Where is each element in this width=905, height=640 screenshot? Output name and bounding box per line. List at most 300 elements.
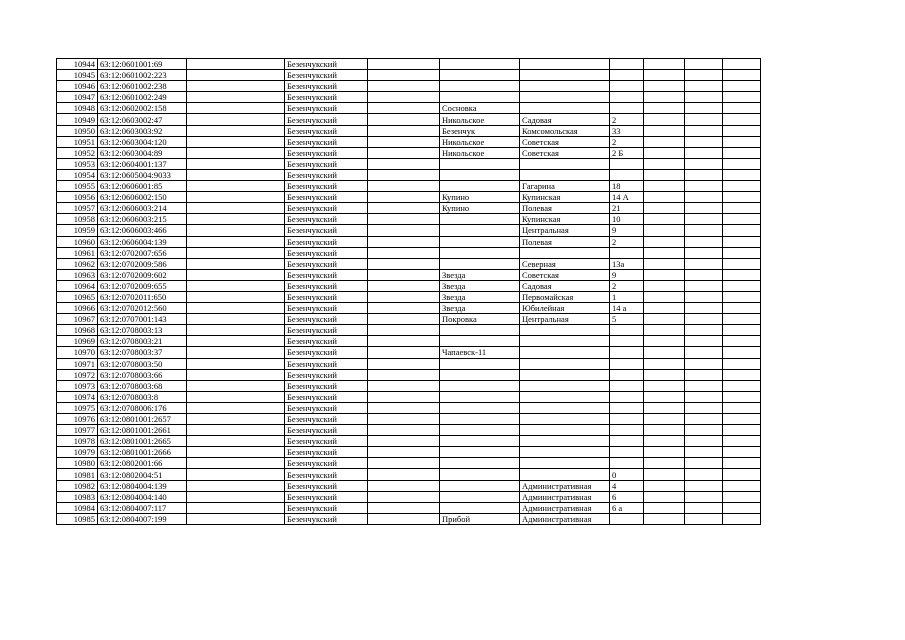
house-number-cell <box>610 169 644 180</box>
house-number-cell: 2 <box>610 114 644 125</box>
house-number-cell <box>610 103 644 114</box>
empty-cell <box>723 192 761 203</box>
table-row <box>57 380 761 391</box>
locality-cell <box>440 169 520 180</box>
locality-cell: Звезда <box>440 303 520 314</box>
row-number-cell: 10973 <box>57 380 98 391</box>
street-cell <box>520 325 610 336</box>
empty-cell <box>685 92 723 103</box>
empty-cell <box>368 81 440 92</box>
table-row <box>57 314 761 325</box>
locality-cell: Никольское <box>440 147 520 158</box>
district-cell: Безенчукский <box>285 502 368 513</box>
empty-cell <box>723 81 761 92</box>
locality-cell: Никольское <box>440 136 520 147</box>
empty-cell <box>368 236 440 247</box>
cadastral-number-cell: 63:12:0603004:120 <box>98 136 187 147</box>
empty-cell <box>368 380 440 391</box>
table-row <box>57 436 761 447</box>
row-number-cell: 10953 <box>57 158 98 169</box>
table-row <box>57 236 761 247</box>
cadastral-number-cell: 63:12:0707001:143 <box>98 314 187 325</box>
house-number-cell: 9 <box>610 225 644 236</box>
district-cell: Безенчукский <box>285 114 368 125</box>
row-number-cell: 10954 <box>57 169 98 180</box>
row-number-cell: 10961 <box>57 247 98 258</box>
street-cell <box>520 247 610 258</box>
records-table <box>56 58 761 525</box>
empty-cell <box>644 114 685 125</box>
house-number-cell <box>610 425 644 436</box>
empty-cell <box>644 92 685 103</box>
locality-cell <box>440 358 520 369</box>
locality-cell <box>440 380 520 391</box>
table-row <box>57 347 761 358</box>
cadastral-number-cell: 63:12:0601001:69 <box>98 59 187 70</box>
empty-cell <box>187 203 285 214</box>
cadastral-number-cell: 63:12:0602002:158 <box>98 103 187 114</box>
empty-cell <box>685 513 723 524</box>
district-cell: Безенчукский <box>285 247 368 258</box>
district-cell: Безенчукский <box>285 458 368 469</box>
empty-cell <box>644 203 685 214</box>
empty-cell <box>644 502 685 513</box>
empty-cell <box>723 247 761 258</box>
row-number-cell: 10956 <box>57 192 98 203</box>
empty-cell <box>187 502 285 513</box>
district-cell: Безенчукский <box>285 414 368 425</box>
table-row <box>57 158 761 169</box>
street-cell: Советская <box>520 147 610 158</box>
district-cell: Безенчукский <box>285 291 368 302</box>
empty-cell <box>187 291 285 302</box>
house-number-cell <box>610 358 644 369</box>
empty-cell <box>685 214 723 225</box>
district-cell: Безенчукский <box>285 203 368 214</box>
cadastral-number-cell: 63:12:0702012:560 <box>98 303 187 314</box>
empty-cell <box>644 214 685 225</box>
empty-cell <box>723 280 761 291</box>
cadastral-number-cell: 63:12:0603002:47 <box>98 114 187 125</box>
cadastral-number-cell: 63:12:0601002:223 <box>98 70 187 81</box>
locality-cell <box>440 414 520 425</box>
cadastral-number-cell: 63:12:0708003:50 <box>98 358 187 369</box>
street-cell: Купинская <box>520 214 610 225</box>
locality-cell: Никольское <box>440 114 520 125</box>
table-row <box>57 192 761 203</box>
table-row <box>57 280 761 291</box>
cadastral-number-cell: 63:12:0702007:656 <box>98 247 187 258</box>
empty-cell <box>685 81 723 92</box>
cadastral-number-cell: 63:12:0708003:21 <box>98 336 187 347</box>
cadastral-number-cell: 63:12:0702011:650 <box>98 291 187 302</box>
locality-cell: Сосновка <box>440 103 520 114</box>
empty-cell <box>644 225 685 236</box>
empty-cell <box>644 325 685 336</box>
house-number-cell <box>610 513 644 524</box>
cadastral-number-cell: 63:12:0804004:140 <box>98 491 187 502</box>
house-number-cell <box>610 92 644 103</box>
district-cell: Безенчукский <box>285 469 368 480</box>
row-number-cell: 10951 <box>57 136 98 147</box>
row-number-cell: 10974 <box>57 391 98 402</box>
empty-cell <box>644 70 685 81</box>
empty-cell <box>644 81 685 92</box>
empty-cell <box>644 391 685 402</box>
locality-cell: Прибой <box>440 513 520 524</box>
empty-cell <box>368 258 440 269</box>
district-cell: Безенчукский <box>285 280 368 291</box>
street-cell: Административная <box>520 502 610 513</box>
house-number-cell <box>610 70 644 81</box>
empty-cell <box>368 414 440 425</box>
empty-cell <box>644 158 685 169</box>
empty-cell <box>644 380 685 391</box>
table-row <box>57 391 761 402</box>
street-cell <box>520 425 610 436</box>
empty-cell <box>368 225 440 236</box>
street-cell: Центральная <box>520 225 610 236</box>
empty-cell <box>644 347 685 358</box>
district-cell: Безенчукский <box>285 147 368 158</box>
table-row <box>57 181 761 192</box>
empty-cell <box>644 247 685 258</box>
empty-cell <box>685 358 723 369</box>
table-row <box>57 402 761 413</box>
house-number-cell <box>610 325 644 336</box>
cadastral-number-cell: 63:12:0708003:37 <box>98 347 187 358</box>
house-number-cell <box>610 458 644 469</box>
house-number-cell <box>610 81 644 92</box>
empty-cell <box>685 147 723 158</box>
cadastral-number-cell: 63:12:0804007:199 <box>98 513 187 524</box>
empty-cell <box>723 59 761 70</box>
street-cell <box>520 402 610 413</box>
empty-cell <box>368 425 440 436</box>
table-row <box>57 114 761 125</box>
cadastral-number-cell: 63:12:0605004:9033 <box>98 169 187 180</box>
locality-cell <box>440 59 520 70</box>
empty-cell <box>644 236 685 247</box>
district-cell: Безенчукский <box>285 258 368 269</box>
empty-cell <box>644 480 685 491</box>
street-cell <box>520 380 610 391</box>
table-row <box>57 369 761 380</box>
locality-cell <box>440 81 520 92</box>
table-row <box>57 303 761 314</box>
empty-cell <box>187 258 285 269</box>
row-number-cell: 10980 <box>57 458 98 469</box>
empty-cell <box>723 147 761 158</box>
row-number-cell: 10950 <box>57 125 98 136</box>
street-cell <box>520 336 610 347</box>
cadastral-number-cell: 63:12:0801001:2666 <box>98 447 187 458</box>
empty-cell <box>368 369 440 380</box>
row-number-cell: 10949 <box>57 114 98 125</box>
row-number-cell: 10983 <box>57 491 98 502</box>
cadastral-number-cell: 63:12:0603004:89 <box>98 147 187 158</box>
street-cell <box>520 469 610 480</box>
street-cell <box>520 347 610 358</box>
table-row <box>57 447 761 458</box>
table-row <box>57 425 761 436</box>
empty-cell <box>644 258 685 269</box>
locality-cell <box>440 391 520 402</box>
empty-cell <box>187 469 285 480</box>
district-cell: Безенчукский <box>285 436 368 447</box>
empty-cell <box>187 169 285 180</box>
district-cell: Безенчукский <box>285 480 368 491</box>
empty-cell <box>723 369 761 380</box>
district-cell: Безенчукский <box>285 369 368 380</box>
empty-cell <box>368 336 440 347</box>
district-cell: Безенчукский <box>285 391 368 402</box>
locality-cell <box>440 70 520 81</box>
empty-cell <box>685 469 723 480</box>
row-number-cell: 10979 <box>57 447 98 458</box>
empty-cell <box>723 414 761 425</box>
empty-cell <box>685 236 723 247</box>
row-number-cell: 10962 <box>57 258 98 269</box>
locality-cell <box>440 158 520 169</box>
empty-cell <box>685 203 723 214</box>
district-cell: Безенчукский <box>285 59 368 70</box>
table-row <box>57 258 761 269</box>
district-cell: Безенчукский <box>285 513 368 524</box>
street-cell <box>520 81 610 92</box>
empty-cell <box>368 136 440 147</box>
district-cell: Безенчукский <box>285 236 368 247</box>
street-cell <box>520 158 610 169</box>
empty-cell <box>187 380 285 391</box>
empty-cell <box>685 258 723 269</box>
cadastral-number-cell: 63:12:0606003:466 <box>98 225 187 236</box>
empty-cell <box>723 347 761 358</box>
house-number-cell <box>610 436 644 447</box>
empty-cell <box>368 147 440 158</box>
empty-cell <box>368 280 440 291</box>
empty-cell <box>644 280 685 291</box>
table-row <box>57 269 761 280</box>
empty-cell <box>368 347 440 358</box>
district-cell: Безенчукский <box>285 491 368 502</box>
house-number-cell <box>610 247 644 258</box>
district-cell: Безенчукский <box>285 214 368 225</box>
row-number-cell: 10984 <box>57 502 98 513</box>
row-number-cell: 10947 <box>57 92 98 103</box>
locality-cell: Звезда <box>440 291 520 302</box>
locality-cell <box>440 225 520 236</box>
empty-cell <box>644 491 685 502</box>
table-row <box>57 59 761 70</box>
district-cell: Безенчукский <box>285 181 368 192</box>
empty-cell <box>723 447 761 458</box>
empty-cell <box>368 247 440 258</box>
row-number-cell: 10985 <box>57 513 98 524</box>
table-row <box>57 147 761 158</box>
cadastral-number-cell: 63:12:0802001:66 <box>98 458 187 469</box>
street-cell: Центральная <box>520 314 610 325</box>
empty-cell <box>685 314 723 325</box>
empty-cell <box>368 125 440 136</box>
empty-cell <box>644 358 685 369</box>
locality-cell <box>440 480 520 491</box>
house-number-cell <box>610 369 644 380</box>
empty-cell <box>644 169 685 180</box>
house-number-cell: 4 <box>610 480 644 491</box>
house-number-cell <box>610 447 644 458</box>
empty-cell <box>644 458 685 469</box>
empty-cell <box>644 414 685 425</box>
table-row <box>57 513 761 524</box>
empty-cell <box>187 347 285 358</box>
district-cell: Безенчукский <box>285 136 368 147</box>
empty-cell <box>685 347 723 358</box>
table-row <box>57 480 761 491</box>
empty-cell <box>723 513 761 524</box>
empty-cell <box>723 114 761 125</box>
empty-cell <box>644 336 685 347</box>
district-cell: Безенчукский <box>285 103 368 114</box>
cadastral-number-cell: 63:12:0708003:66 <box>98 369 187 380</box>
empty-cell <box>685 303 723 314</box>
street-cell <box>520 369 610 380</box>
empty-cell <box>723 480 761 491</box>
empty-cell <box>368 70 440 81</box>
cadastral-number-cell: 63:12:0708003:8 <box>98 391 187 402</box>
table-row <box>57 169 761 180</box>
empty-cell <box>187 358 285 369</box>
empty-cell <box>644 447 685 458</box>
locality-cell <box>440 247 520 258</box>
row-number-cell: 10969 <box>57 336 98 347</box>
street-cell: Комсомольская <box>520 125 610 136</box>
house-number-cell: 18 <box>610 181 644 192</box>
empty-cell <box>723 236 761 247</box>
street-cell: Северная <box>520 258 610 269</box>
empty-cell <box>644 314 685 325</box>
locality-cell <box>440 447 520 458</box>
street-cell: Купинская <box>520 192 610 203</box>
street-cell <box>520 70 610 81</box>
locality-cell <box>440 502 520 513</box>
row-number-cell: 10944 <box>57 59 98 70</box>
empty-cell <box>368 436 440 447</box>
house-number-cell: 33 <box>610 125 644 136</box>
empty-cell <box>685 336 723 347</box>
empty-cell <box>723 402 761 413</box>
empty-cell <box>723 169 761 180</box>
empty-cell <box>723 425 761 436</box>
empty-cell <box>644 303 685 314</box>
locality-cell: Купино <box>440 192 520 203</box>
empty-cell <box>723 458 761 469</box>
empty-cell <box>368 158 440 169</box>
empty-cell <box>644 269 685 280</box>
table-row <box>57 325 761 336</box>
street-cell: Административная <box>520 480 610 491</box>
empty-cell <box>685 291 723 302</box>
empty-cell <box>368 325 440 336</box>
empty-cell <box>723 181 761 192</box>
locality-cell <box>440 458 520 469</box>
district-cell: Безенчукский <box>285 380 368 391</box>
empty-cell <box>368 92 440 103</box>
locality-cell <box>440 92 520 103</box>
empty-cell <box>685 192 723 203</box>
street-cell <box>520 458 610 469</box>
cadastral-number-cell: 63:12:0801001:2665 <box>98 436 187 447</box>
empty-cell <box>685 447 723 458</box>
empty-cell <box>187 114 285 125</box>
cadastral-number-cell: 63:12:0702009:655 <box>98 280 187 291</box>
cadastral-number-cell: 63:12:0801001:2657 <box>98 414 187 425</box>
district-cell: Безенчукский <box>285 92 368 103</box>
empty-cell <box>187 136 285 147</box>
empty-cell <box>644 513 685 524</box>
empty-cell <box>187 303 285 314</box>
empty-cell <box>187 391 285 402</box>
locality-cell: Звезда <box>440 280 520 291</box>
empty-cell <box>368 402 440 413</box>
district-cell: Безенчукский <box>285 81 368 92</box>
street-cell <box>520 92 610 103</box>
table-row <box>57 125 761 136</box>
cadastral-number-cell: 63:12:0702009:602 <box>98 269 187 280</box>
empty-cell <box>723 303 761 314</box>
house-number-cell <box>610 391 644 402</box>
empty-cell <box>723 436 761 447</box>
empty-cell <box>187 402 285 413</box>
street-cell: Садовая <box>520 280 610 291</box>
district-cell: Безенчукский <box>285 169 368 180</box>
empty-cell <box>644 469 685 480</box>
row-number-cell: 10975 <box>57 402 98 413</box>
empty-cell <box>187 480 285 491</box>
empty-cell <box>187 269 285 280</box>
locality-cell: Безенчук <box>440 125 520 136</box>
empty-cell <box>187 425 285 436</box>
empty-cell <box>368 458 440 469</box>
house-number-cell: 2 <box>610 280 644 291</box>
empty-cell <box>187 247 285 258</box>
empty-cell <box>723 258 761 269</box>
empty-cell <box>187 214 285 225</box>
empty-cell <box>644 147 685 158</box>
empty-cell <box>685 425 723 436</box>
empty-cell <box>685 158 723 169</box>
empty-cell <box>187 280 285 291</box>
row-number-cell: 10964 <box>57 280 98 291</box>
cadastral-number-cell: 63:12:0606004:139 <box>98 236 187 247</box>
empty-cell <box>685 169 723 180</box>
empty-cell <box>187 158 285 169</box>
cadastral-number-cell: 63:12:0804007:117 <box>98 502 187 513</box>
empty-cell <box>368 114 440 125</box>
street-cell <box>520 358 610 369</box>
empty-cell <box>685 59 723 70</box>
empty-cell <box>368 358 440 369</box>
empty-cell <box>187 59 285 70</box>
street-cell: Гагарина <box>520 181 610 192</box>
table-row <box>57 414 761 425</box>
row-number-cell: 10958 <box>57 214 98 225</box>
empty-cell <box>685 225 723 236</box>
row-number-cell: 10965 <box>57 291 98 302</box>
district-cell: Безенчукский <box>285 358 368 369</box>
empty-cell <box>368 181 440 192</box>
empty-cell <box>723 136 761 147</box>
